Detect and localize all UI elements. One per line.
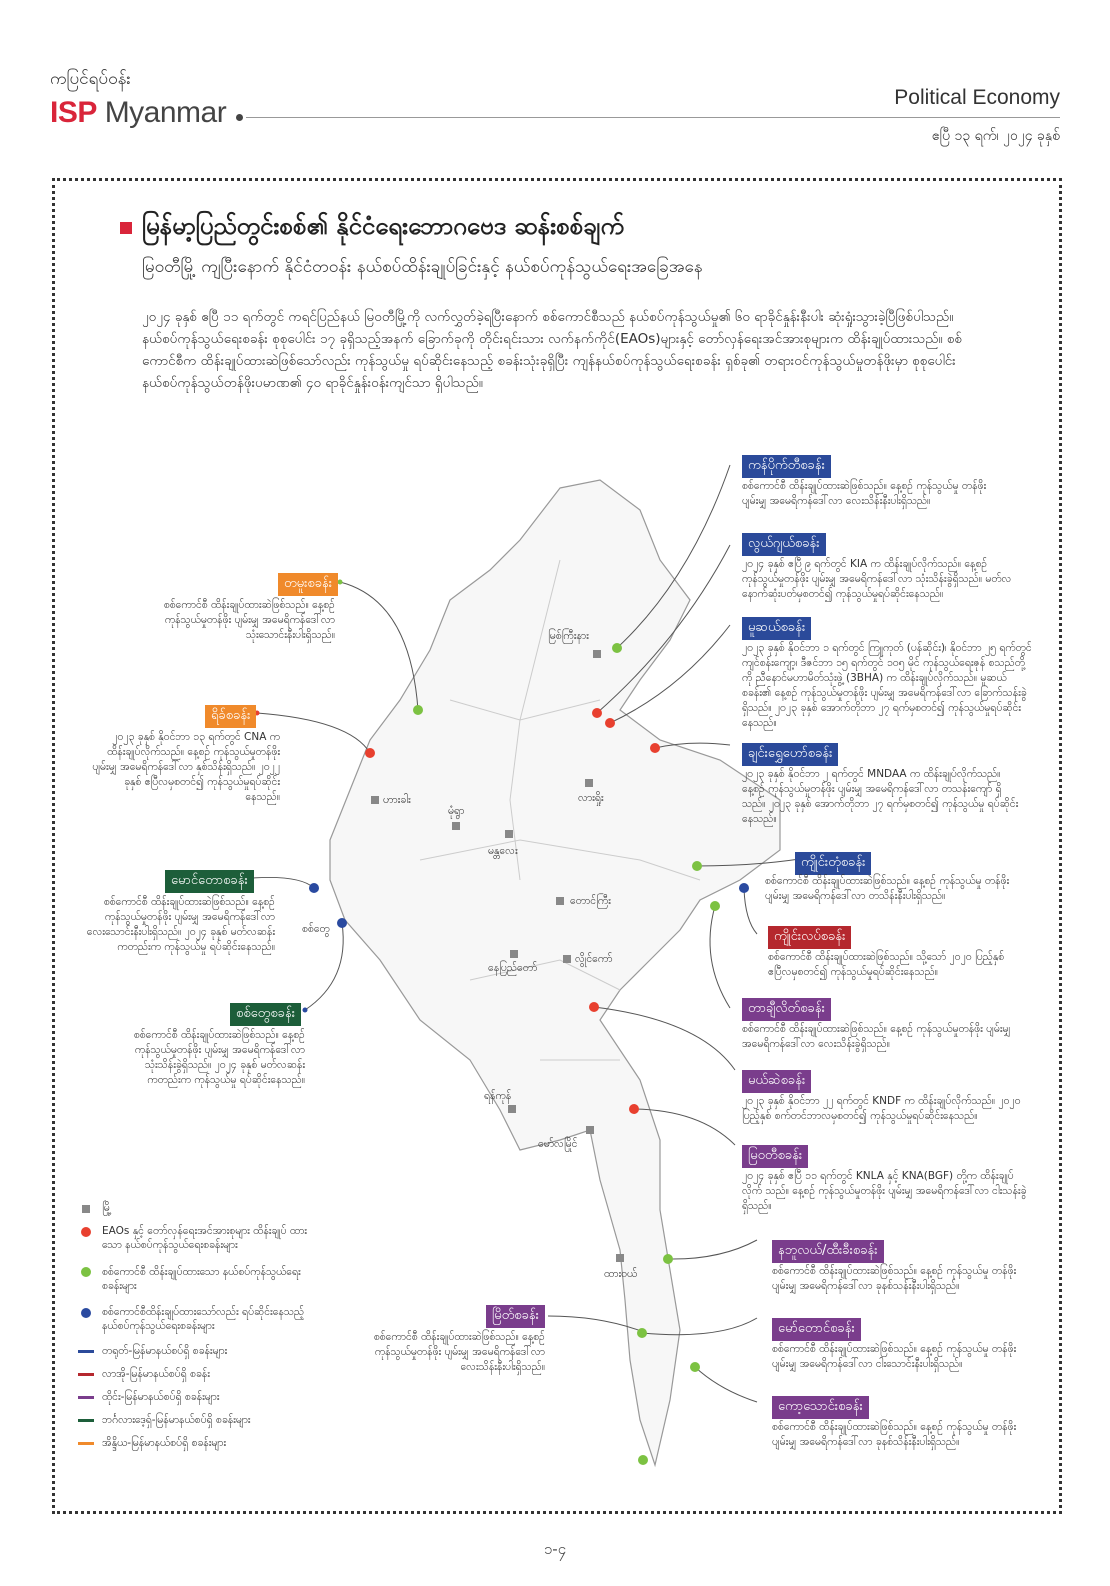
city-hakha: ဟားခါး: [383, 794, 411, 806]
intro-paragraph: ၂၀၂၄ ခုနှစ် ဧပြီ ၁၁ ရက်တွင် ကရင်ပြည်နယ် မြဝတီမြို့ကို လက်လွှတ်ခဲ့ရပြီးနောက် စစ်ကောင်စီသည် နယ်စပ်ကုန်သွယ်မှု၏ ၆၀ ရာခိုင်နှုန်းနီးပါး ဆုံးရှုံးသွားခဲ့ပြီဖြစ်ပါသည်။ နယ်စပ်ကုန်သွယ်ရေးစခန်း စုစုပေါင်း ၁၇ ခုရှိသည့်အနက် ခြောက်ခုကို တိုင်းရင်းသား လက်နက်ကိုင်(EAOs)များနှင့် တော်လှန်ရေးအင်အားစုများက ထိန်းချုပ်ထားသည်။ စစ်ကောင်စီက ထိန်းချုပ်ထားဆဲဖြစ်သော်လည်း ကုန်သွယ်မှု ရပ်ဆိုင်းနေသည့် စခန်းသုံးခုရှိပြီး ကျန်နယ်စပ်ကုန်သွယ်ရေးစခန်း ရှစ်ခု၏ တရားဝင်ကုန်သွယ်မှုတန်ဖိုးမှာ စုစုပေါင်း နယ်စပ်ကုန်သွယ်တန်ဖိုးပမာဏ၏ ၄၀ ရာခိုင်နှုန်းဝန်းကျင်သာ ရှိပါသည်။: [142, 309, 963, 391]
post-label-kanpiketi: ကန်ပိုက်တီစခန်း: [742, 455, 831, 478]
post-desc-muse: ၂၀၂၃ ခုနှစ် နိုဝင်ဘာ ၁ ရက်တွင် ကြူကုတ် (ပန်ဆိုင်း)၊ နိုဝင်ဘာ ၂၅ ရက်တွင် ကျင်စန်းကျော့၊ ဒီဇင်ဘာ ၁၅ ရက်တွင် ၁၀၅ မိုင် ကုန်သွယ်ရေးဇုန် စသည်တို့ကို ညီနောင်မဟာမိတ်သုံးဖွဲ့ (3BHA) က ထိန်းချုပ်လိုက်သည်။ မူဆယ်စခန်း၏ နေ့စဉ် ကုန်သွယ်မှုတန်ဖိုး ပျမ်းမျှ အမေရိကန်ဒေါ်လာ ခြောက်သန်းခွဲရှိသည်။ ၂၀၂၃ ခုနှစ် အောက်တိုဘာ ၂၇ ရက်မှစတင်၍ ကုန်သွယ်မှုရပ်ဆိုင်းနေသည်။: [742, 642, 1032, 729]
post-label-mawtaung: မော်တောင်စခန်း: [772, 1318, 861, 1341]
post-label-rihkhawdar: ရိခ်စခန်း: [205, 705, 256, 728]
city-naypyitaw: နေပြည်တော်: [488, 962, 538, 974]
legend-symbols: [78, 1200, 98, 1460]
city-lashio: လားရှိုး: [578, 792, 604, 804]
post-desc-kyaingtong: စစ်ကောင်စီ ထိန်းချုပ်ထားဆဲဖြစ်သည်။ နေ့စဉ် ကုန်သွယ်မှု တန်ဖိုး ပျမ်းမျှ အမေရိကန်ဒေါ်လာ တသိန်းနီးပါးရှိသည်။: [765, 875, 1010, 902]
post-label-muse: မူဆယ်စခန်း: [742, 617, 811, 640]
page-number: ၁-၄: [543, 1540, 567, 1558]
city-sittwe: စစ်တွေ: [302, 923, 330, 935]
post-desc-htee-khee: စစ်ကောင်စီ ထိန်းချုပ်ထားဆဲဖြစ်သည်။ နေ့စဉ် ကုန်သွယ်မှု တန်ဖိုး ပျမ်းမျှ အမေရိကန်ဒေါ်လာ ခုနစ်သန်းနီးပါးရှိသည်။: [772, 1265, 1017, 1292]
legend-eao: EAOs နှင့် တော်လှန်ရေးအင်အားစုများ ထိန်းချုပ် ထားသော နယ်စပ်ကုန်သွယ်ရေးစခန်းများ: [102, 1225, 307, 1251]
post-label-mese: မယ်ဆဲစခန်း: [742, 1070, 811, 1093]
post-desc-tachileik: စစ်ကောင်စီ ထိန်းချုပ်ထားဆဲဖြစ်သည်။ နေ့စဉ် ကုန်သွယ်မှုတန်ဖိုး ပျမ်းမျှ အမေရိကန်ဒေါ်လာ လေးသိန်းခွဲရှိသည်။: [742, 1023, 1011, 1050]
legend-sac: စစ်ကောင်စီ ထိန်းချုပ်ထားသော နယ်စပ်ကုန်သွယ်ရေးစခန်းများ: [102, 1266, 301, 1292]
city-yangon: ရန်ကုန်: [484, 1090, 512, 1102]
page-title: မြန်မာ့ပြည်တွင်းစစ်၏ နိုင်ငံရေးဘောဂဗေဒ ဆန်းစစ်ချက်: [142, 212, 624, 240]
post-label-tamu: တမူးစခန်း: [278, 573, 338, 596]
post-desc-mese: ၂၀၂၃ ခုနှစ် နိုဝင်ဘာ ၂၂ ရက်တွင် KNDF က ထိန်းချုပ်လိုက်သည်။ ၂၀၂၀ ပြည့်နှစ် စက်တင်ဘာလမှစတင်၍ ကုန်သွယ်မှုရပ်ဆိုင်းနေသည်။: [742, 1095, 1021, 1122]
post-desc-tamu: စစ်ကောင်စီ ထိန်းချုပ်ထားဆဲဖြစ်သည်။ နေ့စဉ် ကုန်သွယ်မှုတန်ဖိုး ပျမ်းမျှ အမေရိကန်ဒေါ်လာ သုံးသောင်းနီးပါးရှိသည်။: [163, 599, 335, 641]
post-desc-maungdaw: စစ်ကောင်စီ ထိန်းချုပ်ထားဆဲဖြစ်သည်။ နေ့စဉ် ကုန်သွယ်မှုတန်ဖိုး ပျမ်းမျှ အမေရိကန်ဒေါ်လာ လေးသောင်းနီးပါးရှိသည်။ ၂၀၂၄ ခုနှစ် မတ်လဆန်းကတည်းက ကုန်သွယ်မှု ရပ်ဆိုင်းနေသည်။: [86, 896, 275, 953]
post-desc-kanpiketi: စစ်ကောင်စီ ထိန်းချုပ်ထားဆဲဖြစ်သည်။ နေ့စဉ် ကုန်သွယ်မှု တန်ဖိုး ပျမ်းမျှ အမေရိကန်ဒေါ်လာ လေးသိန်းနီးပါးရှိသည်။: [742, 480, 987, 507]
legend-city: မြို့: [102, 1202, 112, 1214]
post-label-sittwe: စစ်တွေစခန်း: [230, 1003, 301, 1026]
post-label-tachileik: တာချီလိတ်စခန်း: [742, 998, 831, 1021]
post-label-maungdaw: မောင်တောစခန်း: [165, 870, 254, 893]
legend-china: တရုတ်-မြန်မာနယ်စပ်ရှိ စခန်းများ: [102, 1345, 228, 1357]
legend-india: အိန္ဒိယ-မြန်မာနယ်စပ်ရှိ စခန်းများ: [102, 1437, 227, 1449]
post-label-myawaddy: မြဝတီစခန်း: [742, 1145, 808, 1168]
page-subtitle: မြဝတီမြို့ ကျပြီးနောက် နိုင်ငံတဝန်း နယ်စပ်ထိန်းချုပ်ခြင်းနှင့် နယ်စပ်ကုန်သွယ်ရေးအခြေအနေ: [142, 257, 703, 277]
city-taunggyi: တောင်ကြီး: [570, 895, 611, 907]
post-desc-myeik: စစ်ကောင်စီ ထိန်းချုပ်ထားဆဲဖြစ်သည်။ နေ့စဉ် ကုန်သွယ်မှုတန်ဖိုး ပျမ်းမျှ အမေရိကန်ဒေါ်လာ လေးသိန်းနီးပါးရှိသည်။: [373, 1331, 545, 1373]
post-desc-mawtaung: စစ်ကောင်စီ ထိန်းချုပ်ထားဆဲဖြစ်သည်။ နေ့စဉ် ကုန်သွယ်မှု တန်ဖိုး ပျမ်းမျှ အမေရိကန်ဒေါ်လာ ငါးသောင်းနီးပါးရှိသည်။: [772, 1343, 1017, 1370]
city-mawlamyine: မော်လမြိုင်: [538, 1138, 578, 1150]
section-title: Political Economy: [894, 86, 1060, 109]
post-label-kyaingtong: ကျိုင်းတုံစခန်း: [795, 852, 871, 875]
legend-thailand: ထိုင်း-မြန်မာနယ်စပ်ရှိ စခန်းများ: [102, 1391, 220, 1403]
city-loikaw: လွိုင်ကော်: [575, 953, 613, 965]
city-monywa: မုံရွာ: [448, 805, 465, 817]
city-mandalay: မန္တလေး: [488, 845, 518, 857]
post-label-kawthaung: ကော့သောင်းစခန်း: [772, 1396, 869, 1419]
post-label-myeik: မြိတ်စခန်း: [486, 1305, 545, 1328]
legend-laos: လာအို-မြန်မာနယ်စပ်ရှိ စခန်း: [102, 1368, 210, 1380]
org-myanmar-name: ကပြင်ရပ်ဝန်း: [50, 69, 131, 89]
publish-date: ဧပြီ ၁၃ ရက်၊ ၂၀၂၄ ခုနှစ်: [931, 128, 1060, 144]
post-label-chinshwehaw: ချင်းရွှေဟော်စခန်း: [742, 743, 838, 766]
brand-logo: ISP Myanmar: [50, 96, 227, 129]
legend-sac-halted: စစ်ကောင်စီထိန်းချုပ်ထားသော်လည်း ရပ်ဆိုင်းနေသည့် နယ်စပ်ကုန်သွယ်ရေးစခန်းများ: [102, 1306, 305, 1332]
post-desc-chinshwehaw: ၂၀၂၃ ခုနှစ် နိုဝင်ဘာ ၂ ရက်တွင် MNDAA က ထိန်းချုပ်လိုက်သည်။ နေ့စဉ် ကုန်သွယ်မှုတန်ဖိုး ပျမ်းမျှ အမေရိကန်ဒေါ်လာ တသန်းကျော် ရှိသည်။ ၂၀၂၃ ခုနှစ် အောက်တိုဘာ ၂၇ ရက်မှစတင်၍ ကုန်သွယ်မှု ရပ်ဆိုင်းနေသည်။: [742, 768, 1019, 825]
city-myitkyina: မြစ်ကြီးနား: [548, 630, 589, 642]
post-desc-sittwe: စစ်ကောင်စီ ထိန်းချုပ်ထားဆဲဖြစ်သည်။ နေ့စဉ် ကုန်သွယ်မှုတန်ဖိုး ပျမ်းမျှ အမေရိကန်ဒေါ်လာ သုံးသိန်းခွဲရှိသည်။ ၂၀၂၄ ခုနှစ် မတ်လဆန်းကတည်းက ကုန်သွယ်မှု ရပ်ဆိုင်းနေသည်။: [133, 1029, 305, 1086]
post-label-kyainglap: ကျိုင်းလပ်စခန်း: [768, 926, 851, 949]
post-desc-kawthaung: စစ်ကောင်စီ ထိန်းချုပ်ထားဆဲဖြစ်သည်။ နေ့စဉ် ကုန်သွယ်မှု တန်ဖိုး ပျမ်းမျှ အမေရိကန်ဒေါ်လာ ခုနစ်သိန်းနီးပါးရှိသည်။: [772, 1421, 1017, 1448]
legend-bangladesh: ဘင်္ဂလားဒေ့ရှ်-မြန်မာနယ်စပ်ရှိ စခန်းများ: [102, 1414, 251, 1426]
post-desc-rihkhawdar: ၂၀၂၃ ခုနှစ် နိုဝင်ဘာ ၁၃ ရက်တွင် CNA က ထိန်းချုပ်လိုက်သည်။ နေ့စဉ် ကုန်သွယ်မှုတန်ဖိုး ပျမ်းမျှ အမေရိကန်ဒေါ်လာ နှစ်သိန်းရှိသည်။ ၂၀၂၂ ခုနှစ် ဧပြီလမှစတင်၍ ကုန်သွယ်မှုရပ်ဆိုင်းနေသည်။: [92, 731, 280, 803]
post-label-lweje: လွယ်ဂျယ်စခန်း: [742, 533, 826, 556]
post-label-htee-khee: နဘူလယ်/ထီးခီးစခန်း: [772, 1240, 884, 1263]
post-desc-lweje: ၂၀၂၄ ခုနှစ် ဧပြီ ၉ ရက်တွင် KIA က ထိန်းချုပ်လိုက်သည်။ နေ့စဉ် ကုန်သွယ်မှုတန်ဖိုး ပျမ်းမျှ အမေရိကန်ဒေါ်လာ သုံးသိန်းခွဲရှိသည်။ မတ်လ နောက်ဆုံးပတ်မှစတင်၍ ကုန်သွယ်မှုရပ်ဆိုင်းနေသည်။: [742, 558, 1012, 600]
city-dawei: ထားဝယ်: [604, 1268, 638, 1280]
post-desc-kyainglap: စစ်ကောင်စီ ထိန်းချုပ်ထားဆဲဖြစ်သည်။ သို့သော် ၂၀၂၀ ပြည့်နှစ် ဧပြီလမှစတင်၍ ကုန်သွယ်မှုရပ်ဆိုင်းနေသည်။: [768, 951, 1005, 978]
post-desc-myawaddy: ၂၀၂၄ ခုနှစ် ဧပြီ ၁၁ ရက်တွင် KNLA နှင့် KNA(BGF) တို့က ထိန်းချုပ်လိုက် သည်။ နေ့စဉ် ကုန်သွယ်မှုတန်ဖိုး ပျမ်းမျှ အမေရိကန်ဒေါ်လာ ငါးသန်းခွဲရှိသည်။: [742, 1170, 1027, 1212]
